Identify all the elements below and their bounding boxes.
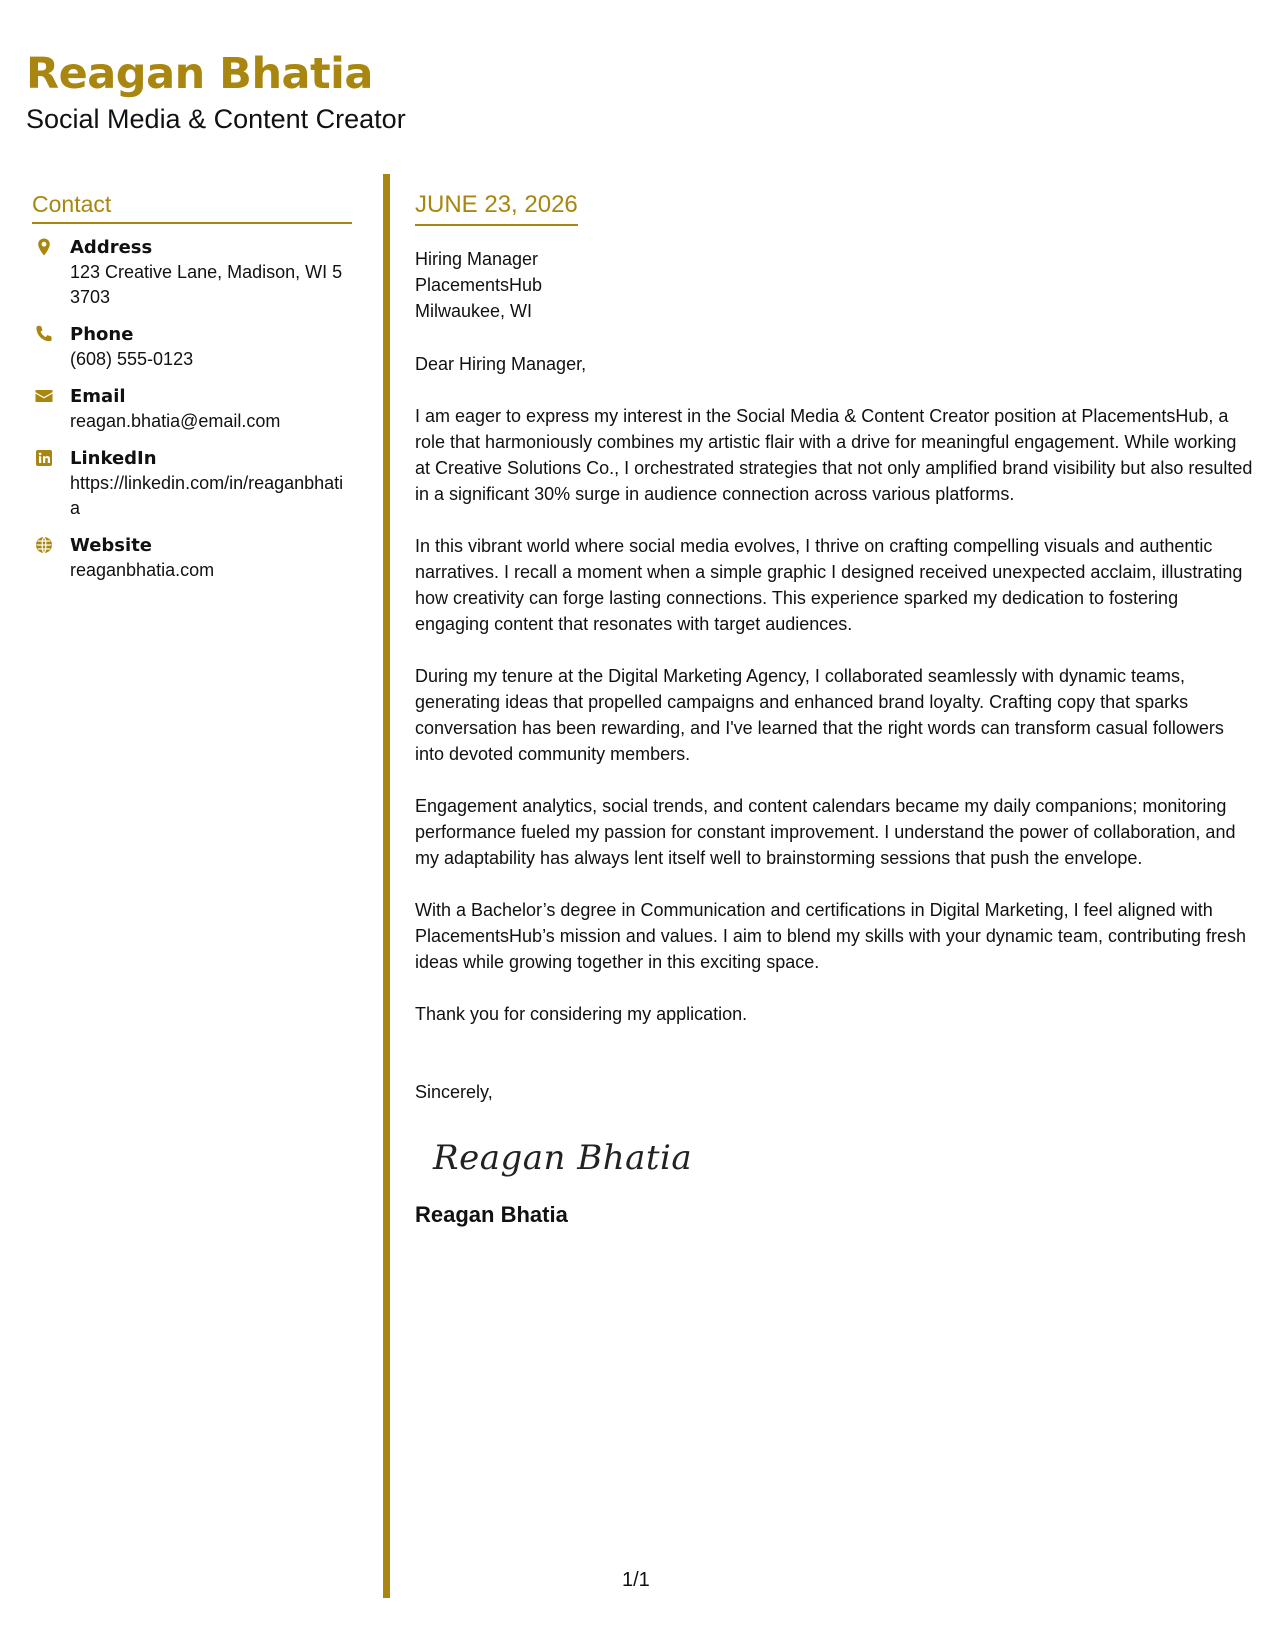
phone-value: (608) 555-0123 — [70, 349, 194, 369]
contact-label: LinkedIn — [70, 448, 157, 469]
letter-header — [26, 48, 406, 136]
letter-paragraph: Thank you for considering my application. — [415, 1004, 748, 1024]
letter-paragraph: Engagement analytics, social trends, and content calendars became my daily companions; monitoring performance fueled my passion for constant improvement. I understand the power of collaboration, and my adaptability has always lent itself well to brainstorming sessions that push the envelope. — [415, 796, 1236, 868]
map-pin-icon — [34, 237, 54, 257]
recipient-block — [415, 246, 1255, 324]
email-value[interactable]: reagan.bhatia@email.com — [70, 411, 281, 431]
phone-icon — [34, 324, 54, 344]
contact-list — [32, 236, 352, 583]
linkedin-icon — [34, 448, 54, 468]
contact-heading: Contact — [32, 190, 352, 224]
page-number: 1/1 — [622, 1569, 650, 1591]
recipient-line: Milwaukee, WI — [415, 301, 533, 321]
column-divider — [383, 174, 390, 1598]
applicant-name: Reagan Bhatia — [26, 49, 373, 99]
contact-linkedin — [32, 447, 352, 521]
globe-icon — [34, 535, 54, 555]
contact-website — [32, 534, 352, 583]
closing: Sincerely, — [415, 1082, 493, 1102]
letter-paragraph: During my tenure at the Digital Marketing Agency, I collaborated seamlessly with dynamic teams, generating ideas that propelled campaigns and enhanced brand loyalty. Crafting copy that sparks conversation has been rewarding, and I've learned that the right words can transform casual followers into devoted community members. — [415, 666, 1224, 764]
contact-email — [32, 385, 352, 434]
handwritten-signature: Reagan Bhatia — [433, 1138, 693, 1178]
contact-phone — [32, 323, 352, 372]
contact-sidebar — [32, 190, 352, 596]
letter-paragraph: I am eager to express my interest in the Social Media & Content Creator position at PlacementsHub, a role that harmoniously combines my artistic flair with a drive for meaningful engagement. While working at Creative Solutions Co., I orchestrated strategies that not only amplified brand visibility but also resulted in a significant 30% surge in audience connection across various platforms. — [415, 406, 1253, 504]
letter-paragraph: With a Bachelor’s degree in Communication and certifications in Digital Marketing, I feel aligned with PlacementsHub’s mission and values. I aim to blend my skills with your dynamic team, contributing fresh ideas while growing together in this exciting space. — [415, 900, 1247, 972]
recipient-line: PlacementsHub — [415, 275, 543, 295]
letter-date: JUNE 23, 2026 — [415, 190, 578, 226]
salutation: Dear Hiring Manager, — [415, 354, 587, 374]
envelope-icon — [34, 386, 54, 406]
contact-label: Email — [70, 386, 126, 407]
contact-label: Phone — [70, 324, 134, 345]
website-value[interactable]: reaganbhatia.com — [70, 560, 215, 580]
applicant-title: Social Media & Content Creator — [26, 104, 406, 134]
letter-body — [415, 190, 1255, 1229]
recipient-line: Hiring Manager — [415, 249, 539, 269]
signer-name: Reagan Bhatia — [415, 1202, 568, 1227]
contact-label: Address — [70, 237, 153, 258]
contact-address — [32, 236, 352, 310]
address-value: 123 Creative Lane, Madison, WI 53703 — [70, 262, 343, 307]
letter-paragraph: In this vibrant world where social media evolves, I thrive on crafting compelling visuals and authentic narratives. I recall a moment when a simple graphic I designed received unexpected acclaim, illustrating how creativity can forge lasting connections. This experience sparked my dedication to fostering engaging content that resonates with target audiences. — [415, 536, 1243, 634]
linkedin-value[interactable]: https://linkedin.com/in/reaganbhatia — [70, 473, 344, 518]
contact-label: Website — [70, 535, 153, 556]
